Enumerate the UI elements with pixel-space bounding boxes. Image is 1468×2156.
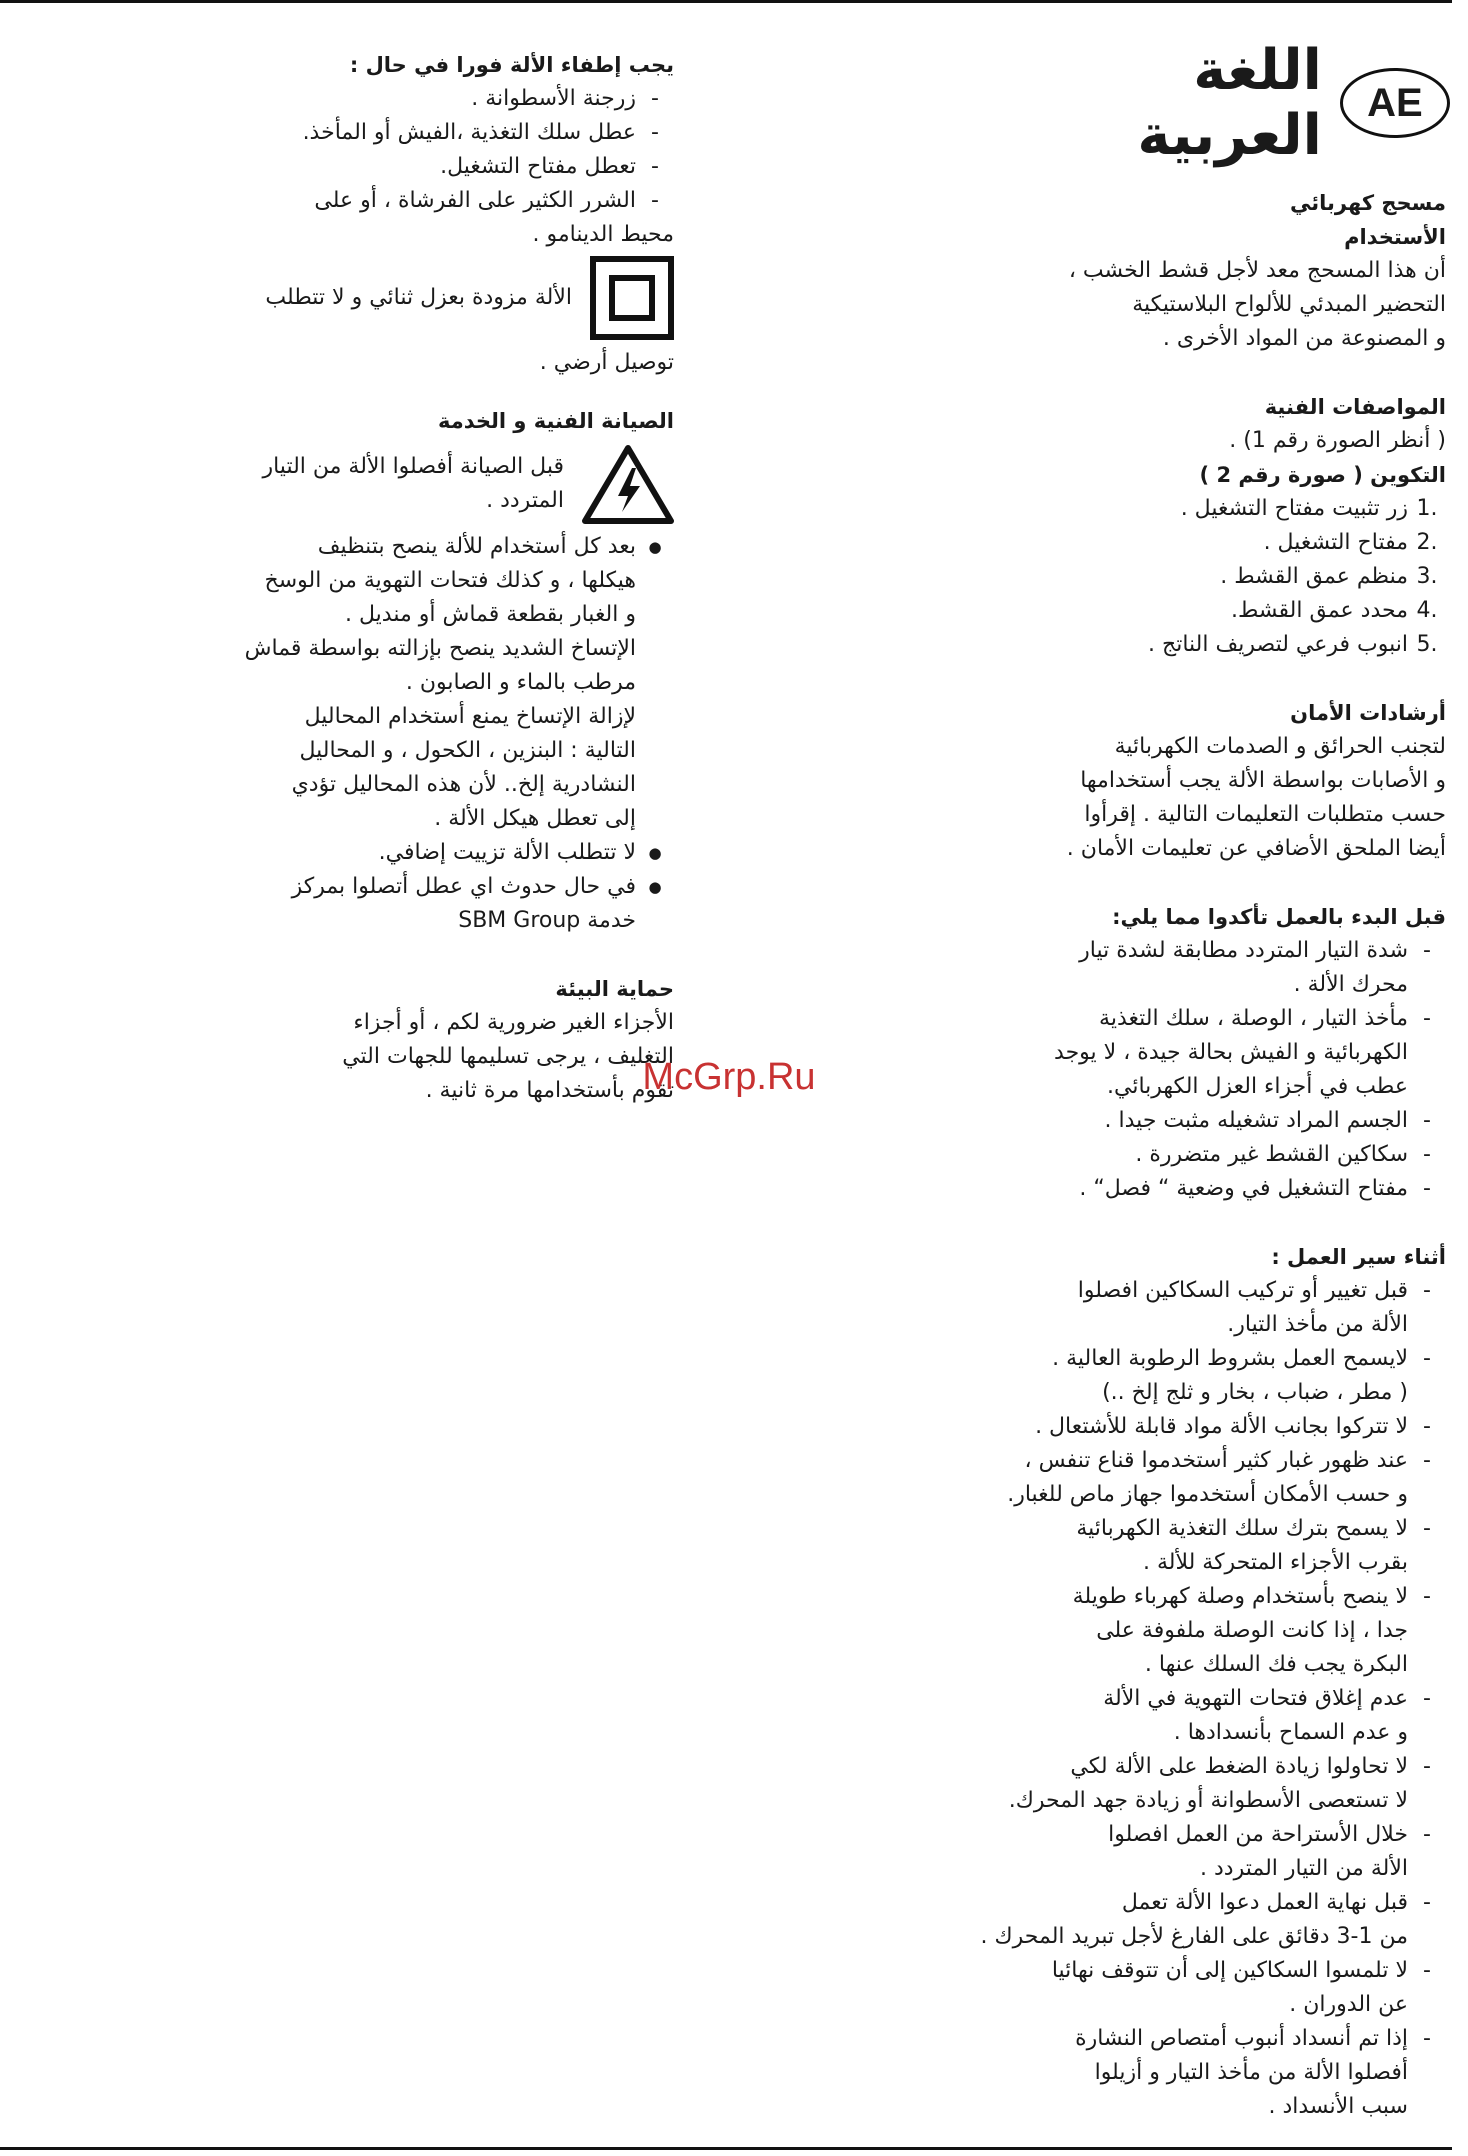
during-item-line: عدم إغلاق فتحات التهوية في الألة	[1103, 1686, 1408, 1711]
maintenance-item-text	[292, 870, 636, 938]
specs-line: ( أنظر الصورة رقم 1) .	[1229, 428, 1446, 453]
during-item-text	[960, 1682, 1408, 1750]
during-item	[960, 1954, 1446, 2022]
dash-marker: -	[1423, 1448, 1431, 1473]
during-item-line: و عدم السماح بأنسدادها .	[1173, 1720, 1408, 1745]
before-item	[960, 1002, 1446, 1104]
stop-item	[240, 116, 674, 150]
stop-item-text	[240, 184, 636, 218]
during-item-line: لا يسمح بترك سلك التغذية الكهربائية	[1076, 1516, 1408, 1541]
maintenance-warning-text: قبل الصيانة أفصلوا الألة من التيار المتردد .	[262, 454, 564, 513]
stop-item	[240, 82, 674, 116]
before-item-line: الكهربائية و الفيش بحالة جيدة ، لا يوجد	[1054, 1040, 1408, 1065]
stop-item-text	[240, 116, 636, 150]
dash-marker: -	[651, 188, 659, 213]
maintenance-item	[240, 530, 674, 836]
structure-item	[960, 526, 1446, 560]
during-item-line: جدا ، إذا كانت الوصلة ملفوفة على	[1096, 1618, 1408, 1643]
top-rule	[0, 0, 1452, 3]
dash-marker: -	[1423, 1890, 1431, 1915]
during-item-text	[960, 1274, 1408, 1342]
stop-item	[240, 184, 674, 218]
structure-item	[960, 492, 1446, 526]
during-item-line: قبل تغيير أو تركيب السكاكين افصلوا	[1077, 1278, 1408, 1303]
during-item-text	[960, 1750, 1408, 1818]
structure-number: 5.	[1416, 632, 1438, 657]
before-item-line: عطب في أجزاء العزل الكهربائي.	[1107, 1074, 1408, 1099]
during-item-line: بقرب الأجزاء المتحركة للألة .	[1142, 1550, 1408, 1575]
during-item-line: و حسب الأمكان أستخدموا جهاز ماص للغبار.	[1007, 1482, 1408, 1507]
stop-item-text	[240, 82, 636, 116]
left-column	[240, 48, 674, 1108]
dash-marker: -	[1423, 1278, 1431, 1303]
during-item-line: عند ظهور غبار كثير أستخدموا قناع تنفس ،	[1024, 1448, 1408, 1473]
insulation-row	[240, 256, 674, 340]
during-item-line: الألة من مأخذ التيار.	[1227, 1312, 1408, 1337]
during-item-line: لا تحاولوا زيادة الضغط على الألة لكي	[1070, 1754, 1408, 1779]
before-item-text	[960, 1002, 1408, 1104]
before-item-text	[960, 1138, 1408, 1172]
usage-line: و المصنوعة من المواد الأخرى .	[1162, 326, 1446, 351]
during-item-text	[960, 1512, 1408, 1580]
stop-item-line: الشرر الكثير على الفرشاة ، أو على	[314, 188, 636, 213]
safety-line: حسب متطلبات التعليمات التالية . إقرأوا	[1084, 802, 1446, 827]
structure-number: 2.	[1416, 530, 1438, 555]
maintenance-item-text	[245, 530, 636, 836]
during-item-line: إذا تم أنسداد أنبوب أمتصاص النشارة	[1075, 2026, 1408, 2051]
maintenance-item	[240, 836, 674, 870]
during-item	[960, 2022, 1446, 2124]
environment-line: الأجزاء الغير ضرورية لكم ، أو أجزاء	[353, 1010, 674, 1035]
structure-item	[960, 560, 1446, 594]
language-title	[1018, 38, 1450, 168]
language-badge: AE	[1340, 68, 1450, 138]
maintenance-item-text	[379, 836, 636, 870]
usage-line: أن هذا المسحج معد لأجل قشط الخشب ،	[1068, 258, 1446, 283]
during-item	[960, 1444, 1446, 1512]
watermark: McGrp.Ru	[642, 1055, 816, 1098]
dash-marker: -	[1423, 1346, 1431, 1371]
during-item-text	[960, 1444, 1408, 1512]
during-item-line: لا تتركوا بجانب الألة مواد قابلة للأشتعال .	[1035, 1414, 1408, 1439]
before-item-line: سكاكين القشط غير متضررة .	[1135, 1142, 1408, 1167]
dash-marker: -	[1423, 1142, 1431, 1167]
before-item-text	[960, 934, 1408, 1002]
safety-line: أيضا الملحق الأضافي عن تعليمات الأمان .	[1066, 836, 1446, 861]
environment-line: تقوم بأستخدامها مرة ثانية .	[425, 1078, 674, 1103]
dash-marker: -	[1423, 1108, 1431, 1133]
during-item	[960, 1818, 1446, 1886]
dash-marker: -	[1423, 1686, 1431, 1711]
bullet-marker: ●	[648, 844, 662, 862]
before-item-line: الجسم المراد تشغيله مثبت جيدا .	[1104, 1108, 1408, 1133]
stop-title: يجب إطفاء الألة فورا في حال :	[349, 53, 674, 77]
during-item-line: الألة من التيار المتردد .	[1200, 1856, 1408, 1881]
maintenance-item-line: إلى تعطل هيكل الألة .	[434, 806, 636, 831]
during-item	[960, 1750, 1446, 1818]
during-item-line: أفصلوا الألة من مأخذ التيار و أزيلوا	[1094, 2060, 1408, 2085]
structure-label: انبوب فرعي لتصريف الناتج .	[1148, 632, 1408, 657]
dash-marker: -	[1423, 2026, 1431, 2051]
before-item	[960, 1104, 1446, 1138]
during-item	[960, 1886, 1446, 1954]
maintenance-item-line: خدمة SBM Group	[458, 908, 636, 933]
stop-item-text	[240, 150, 636, 184]
during-item-text	[960, 1410, 1408, 1444]
structure-list	[960, 492, 1446, 662]
structure-number: 4.	[1416, 598, 1438, 623]
dash-marker: -	[1423, 1958, 1431, 1983]
electric-hazard-icon	[582, 444, 674, 524]
during-item-line: لا ينصح بأستخدام وصلة كهرباء طويلة	[1072, 1584, 1408, 1609]
stop-list	[240, 82, 674, 218]
dash-marker: -	[651, 120, 659, 145]
dash-marker: -	[1423, 1584, 1431, 1609]
right-column	[960, 186, 1446, 2124]
insulation-line2: توصيل أرضي .	[539, 350, 674, 375]
dash-marker: -	[1423, 1516, 1431, 1541]
before-work-list	[960, 934, 1446, 1206]
during-item-line: من 1-3 دقائق على الفارغ لأجل تبريد المحرك .	[980, 1924, 1408, 1949]
environment-line: التغليف ، يرجى تسليمها للجهات التي	[342, 1044, 674, 1069]
during-item-text	[960, 1342, 1408, 1410]
during-item	[960, 1342, 1446, 1410]
maintenance-list	[240, 530, 674, 938]
maintenance-item-line: في حال حدوث اي عطل أتصلوا بمركز	[291, 874, 636, 899]
during-item-line: عن الدوران .	[1289, 1992, 1408, 2017]
safety-title: أرشادات الأمان	[1290, 701, 1446, 725]
maintenance-item-line: لا تتطلب الألة تزييت إضافي.	[378, 840, 636, 865]
safety-line: و الأصابات بواسطة الألة يجب أستخدامها	[1080, 768, 1446, 793]
usage-title: الأستخدام	[1344, 225, 1446, 249]
stop-item-line: زرجنة الأسطوانة .	[471, 86, 636, 111]
title-text: اللغة العربية	[1137, 38, 1322, 168]
before-item	[960, 1172, 1446, 1206]
structure-label: منظم عمق القشط .	[1220, 564, 1408, 589]
maintenance-item-line: النشادرية إلخ.. لأن هذه المحاليل تؤدي	[291, 772, 636, 797]
during-item-text	[960, 2022, 1408, 2124]
before-item-text	[960, 1104, 1408, 1138]
structure-number: 3.	[1416, 564, 1438, 589]
maintenance-item	[240, 870, 674, 938]
during-item-text	[960, 1954, 1408, 2022]
stop-item-line: عطل سلك التغذية ،الفيش أو المأخذ.	[302, 120, 636, 145]
before-work-title: قبل البدء بالعمل تأكدوا مما يلي:	[1112, 905, 1446, 929]
structure-title: التكوين ( صورة رقم 2 )	[1199, 463, 1446, 487]
maintenance-item-line: الإتساخ الشديد ينصح بإزالته بواسطة قماش	[244, 636, 636, 661]
during-item	[960, 1682, 1446, 1750]
during-item	[960, 1580, 1446, 1682]
dash-marker: -	[1423, 1176, 1431, 1201]
maintenance-item-line: و الغبار بقطعة قماش أو منديل .	[345, 602, 636, 627]
during-item-line: ( مطر ، ضباب ، بخار و ثلج إلخ ..)	[1102, 1380, 1408, 1405]
dash-marker: -	[1423, 1006, 1431, 1031]
specs-title: المواصفات الفنية	[1264, 395, 1446, 419]
environment-text	[240, 1006, 674, 1108]
during-item-line: لا تستعصى الأسطوانة أو زيادة جهد المحرك.	[1008, 1788, 1408, 1813]
before-item-line: مأخذ التيار ، الوصلة ، سلك التغذية	[1099, 1006, 1408, 1031]
maintenance-item-line: لإزالة الإتساخ يمنع أستخدام المحاليل	[304, 704, 636, 729]
before-item-text	[960, 1172, 1408, 1206]
bottom-rule	[0, 2147, 1452, 2150]
dash-marker: -	[1423, 1754, 1431, 1779]
dash-marker: -	[1423, 938, 1431, 963]
before-item	[960, 934, 1446, 1002]
during-item-line: خلال الأستراحة من العمل افصلوا	[1108, 1822, 1408, 1847]
before-item-line: مفتاح التشغيل في وضعية “ فصل“ .	[1079, 1176, 1408, 1201]
during-item-text	[960, 1886, 1408, 1954]
maintenance-item-line: بعد كل أستخدام للألة ينصح بتنظيف	[317, 534, 636, 559]
during-item-text	[960, 1580, 1408, 1682]
during-item-line: قبل نهاية العمل دعوا الألة تعمل	[1121, 1890, 1408, 1915]
during-item	[960, 1512, 1446, 1580]
during-item-line: لا تلمسوا السكاكين إلى أن تتوقف نهائيا	[1051, 1958, 1408, 1983]
structure-label: محدد عمق القشط.	[1231, 598, 1408, 623]
insulation-line1: الألة مزودة بعزل ثنائي و لا تتطلب	[265, 285, 572, 310]
environment-title: حماية البيئة	[555, 977, 674, 1001]
structure-label: زر تثبيت مفتاح التشغيل .	[1180, 496, 1408, 521]
stop-item-line: تعطل مفتاح التشغيل.	[440, 154, 636, 179]
dash-marker: -	[1423, 1822, 1431, 1847]
during-item-line: سبب الأنسداد .	[1268, 2094, 1408, 2119]
product-name: مسحج كهربائي	[1290, 191, 1446, 215]
usage-text	[960, 254, 1446, 356]
bullet-marker: ●	[648, 878, 662, 896]
maintenance-title: الصيانة الفنية و الخدمة	[437, 409, 674, 433]
dash-marker: -	[1423, 1414, 1431, 1439]
before-item	[960, 1138, 1446, 1172]
maintenance-item-line: مرطب بالماء و الصابون .	[405, 670, 636, 695]
during-work-list	[960, 1274, 1446, 2124]
double-insulation-icon	[590, 256, 674, 340]
safety-text	[960, 730, 1446, 866]
before-item-line: شدة التيار المتردد مطابقة لشدة تيار	[1079, 938, 1408, 963]
bullet-marker: ●	[648, 538, 662, 556]
during-item-text	[960, 1818, 1408, 1886]
structure-item	[960, 628, 1446, 662]
usage-line: التحضير المبدئي للألواح البلاستيكية	[1132, 292, 1446, 317]
during-item-line: لايسمح العمل بشروط الرطوبة العالية .	[1052, 1346, 1408, 1371]
during-item	[960, 1274, 1446, 1342]
before-item-line: محرك الألة .	[1293, 972, 1408, 997]
dash-marker: -	[651, 154, 659, 179]
dash-marker: -	[651, 86, 659, 111]
during-item-line: البكرة يجب فك السلك عنها .	[1144, 1652, 1408, 1677]
stop-tail: محيط الدينامو .	[532, 222, 674, 247]
maintenance-item-line: التالية : البنزين ، الكحول ، و المحاليل	[299, 738, 636, 763]
maintenance-item-line: هيكلها ، و كذلك فتحات التهوية من الوسخ	[264, 568, 636, 593]
structure-item	[960, 594, 1446, 628]
during-work-title: أثناء سير العمل :	[1271, 1245, 1446, 1269]
during-item	[960, 1410, 1446, 1444]
safety-line: لتجنب الحرائق و الصدمات الكهربائية	[1114, 734, 1446, 759]
maintenance-warning-row	[240, 444, 674, 524]
structure-number: 1.	[1416, 496, 1438, 521]
stop-item	[240, 150, 674, 184]
structure-label: مفتاح التشغيل .	[1263, 530, 1408, 555]
